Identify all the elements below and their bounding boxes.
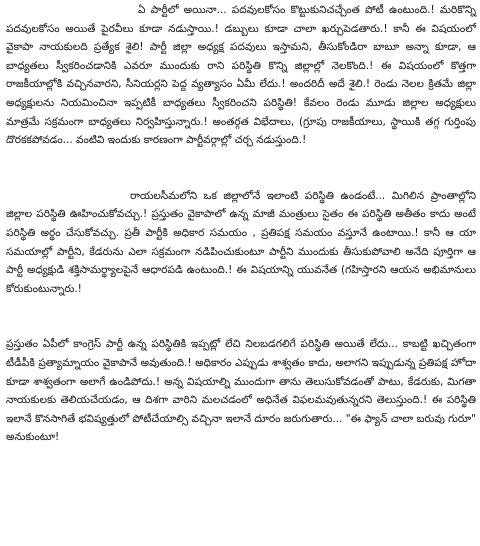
paragraph-spacer bbox=[6, 150, 476, 187]
article-paragraph-1: ఏ పార్టీలో అయినా... పదవులకోసం కొట్టుకునిచచ్చేంత పోటీ ఉంటుంది.! మరికొన్ని పదవులకోసం అయితే పైరవీలు కూడా నడుస్తాయి.! డబ్బులు కూడా చాలా ఖర్చుపెడతారు.! కానీ ఈ విషయంలో వైకాపా నాయకులది ప్రత్యేక శైలి! పార్టీ జిల్లా అధ్యక్ష పదవులు ఇస్తామని, తీసుకోండిరా బాబూ అన్నా కూడా, ఆ బాధ్యతలు స్వీకరించడానికి ఎవరూ ముందుకు రాని పరిస్థితి కొన్ని జిల్లాల్లో నెలకొంది.! ఈ విషయంలో కొత్తగా రాజకీయాల్లోకి వచ్చినవారని, సీనియర్లని పెద్ద వ్యత్యాసం ఏమీ లేదు.! అందరిదీ అదే శైలి.! రెండు నెలల క్రితమే జిల్లా అధ్యక్షులను నియమించినా ఇప్పటికీ బాధ్యతలు స్వీకరించని పరిస్థితి! కేవలం రెండు మూడు జిల్లాల అధ్యక్షులు మాత్రమే సక్రమంగా బాధ్యతలు నిర్వహిస్తున్నారు.! అంతర్గత విభేదాలు, (గ్రూపు రాజకీయాలు, స్థాయికి తగ్గ గుర్తింపు దొరకకపోవడం... వంటివి ఇందుకు కారణంగా పార్టీవర్గాల్లో చర్చ నడుస్తుంది.! bbox=[6, 4, 476, 147]
paragraph-spacer bbox=[6, 298, 476, 335]
article-paragraph-2: రాయలసీమలోని ఒక జిల్లాలోనే ఇలాంటి పరిస్థితి ఉండంటే... మిగిలిన ప్రాంతాల్లోని జిల్లాల పరిస్థితి ఊహించుకోవచ్చు.! ప్రస్తుతం వైకాపాలో ఉన్న మాజీ మంత్రులు సైతం ఈ పరిస్థితి అతీతం కాదు అంటే పరిస్థితి అర్థం చేసుకోవచ్చు. ప్రతీ పార్టీకి అధికార సమయం , ప్రతిపక్ష సమయం వస్తూనే ఉంటాయి.! కానీ ఆ యా సమయాల్లో పార్టీని, కేడరును ఎలా సక్రమంగా నడిపించుకుంటూ పార్టీని ముందుకు తీసుకుపోవాలి అనేది పూర్తిగా ఆ పార్టీ అధ్యక్షుడి శక్తిసామర్థ్యాలపైనే ఆధారపడి ఉంటుంది.! ఈ విషయాన్ని యువనేత (గహిస్తారని ఆయన అభిమానులు కోరుకుంటున్నారు.! bbox=[6, 189, 476, 295]
article-paragraph-3: ప్రస్తుతం ఏపీలో కాంగ్రెస్ పార్టీ ఉన్న పరిస్థితికి ఇప్పట్లో లేచి నిలబడగలిగే పరిస్థితి అయితే లేదు... కాబట్టి ఖచ్చితంగా టీడీపీకి ప్రత్యామ్నాయం వైకాపానే అవుతుంది.! అధికారం ఎప్పుడు శాశ్వతం కాదు, అలాగని ఇప్పుడున్న ప్రతిపక్ష హోదా కూడా శాశ్వతంగా అలాగే ఉండిపోదు.! అన్న విషయాల్ని ముందుగా తాను తెలుసుకోవడంతో పాటు, కేడరుకు, మిగతా నాయకులకు తెలియచేయడం, ఆ దిశగా వారిని మలచడంలో అధినేత విఫలమవుతున్నరని తెలుస్తుంది.! ఈ పరిస్థితి ఇలానే కొనసాగితే భవిష్యత్తులో పోటీచేయాల్సి వచ్చినా ఇలానే దూరం జరుగుతారు... "ఈ ఫ్యాన్ చాలా బరువు గురూ" అనుకుంటూ! bbox=[6, 338, 476, 444]
